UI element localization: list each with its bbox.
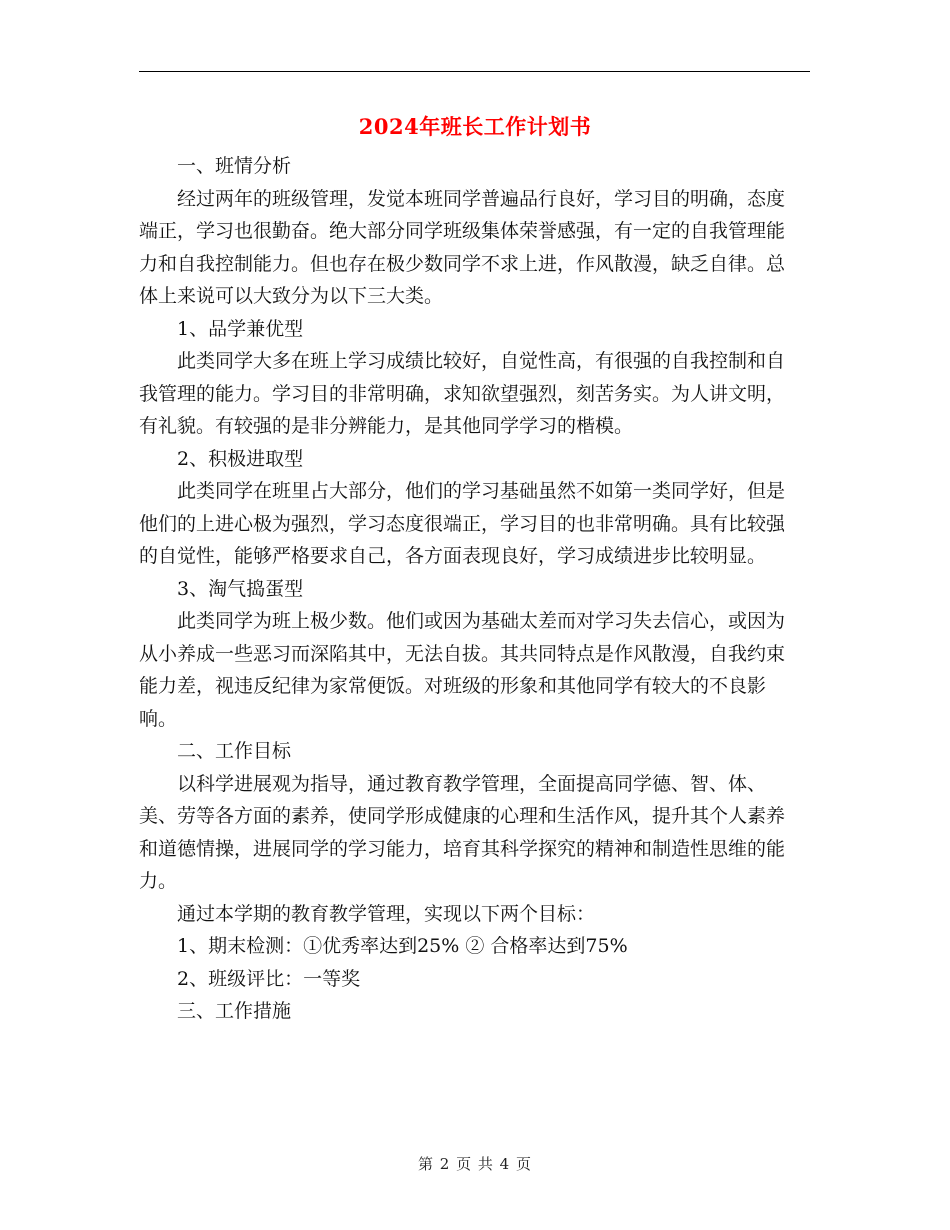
subheading-3: 3、淘气捣蛋型 <box>177 577 304 600</box>
paragraph-5: 以科学进展观为指导，通过教育教学管理，全面提高同学德、智、体、美、劳等各方面的素养，使同学形成健康的心理和生活作风，提升其个人素养和道德情操，进展同学的学习能力，培育其科学探究的精神和制造性思维的能力。 <box>139 772 786 892</box>
page-footer: 第 2 页 共 4 页 <box>418 1155 532 1173</box>
paragraph-4: 此类同学为班上极少数。他们或因为基础太差而对学习失去信心，或因为从小养成一些恶习而深陷其中，无法自拔。其共同特点是作风散漫，自我约束能力差，视违反纪律为家常便饭。对班级的形象和其他同学有较大的不良影响。 <box>139 610 786 730</box>
document-body <box>139 150 799 1028</box>
section-heading-2: 二、工作目标 <box>177 740 292 762</box>
document-title: 2024年班长工作计划书 <box>358 114 592 139</box>
section-heading-1: 一、班情分析 <box>177 155 292 177</box>
header-rule <box>139 71 810 72</box>
paragraph-3: 此类同学在班里占大部分，他们的学习基础虽然不如第一类同学好，但是他们的上进心极为强烈，学习态度很端正，学习目的也非常明确。具有比较强的自觉性，能够严格要求自己，各方面表现良好，学习成绩进步比较明显。 <box>139 480 786 567</box>
subheading-2: 2、积极进取型 <box>177 447 304 470</box>
goals-intro: 通过本学期的教育教学管理，实现以下两个目标： <box>177 902 596 925</box>
paragraph-2: 此类同学大多在班上学习成绩比较好，自觉性高，有很强的自我控制和自我管理的能力。学习目的非常明确，求知欲望强烈，刻苦务实。为人讲文明，有礼貌。有较强的是非分辨能力，是其他同学学习的楷模。 <box>139 350 786 437</box>
paragraph-1: 经过两年的班级管理，发觉本班同学普遍品行良好，学习目的明确，态度端正，学习也很勤奋。绝大部分同学班级集体荣誉感强，有一定的自我管理能力和自我控制能力。但也存在极少数同学不求上进，作风散漫，缺乏自律。总体上来说可以大致分为以下三大类。 <box>139 187 786 307</box>
goal-item-2: 2、班级评比：一等奖 <box>177 967 361 990</box>
goal-item-1: 1、期末检测：①优秀率达到25% ② 合格率达到75% <box>177 935 628 957</box>
subheading-1: 1、品学兼优型 <box>177 317 304 340</box>
section-heading-3: 三、工作措施 <box>177 1000 292 1022</box>
